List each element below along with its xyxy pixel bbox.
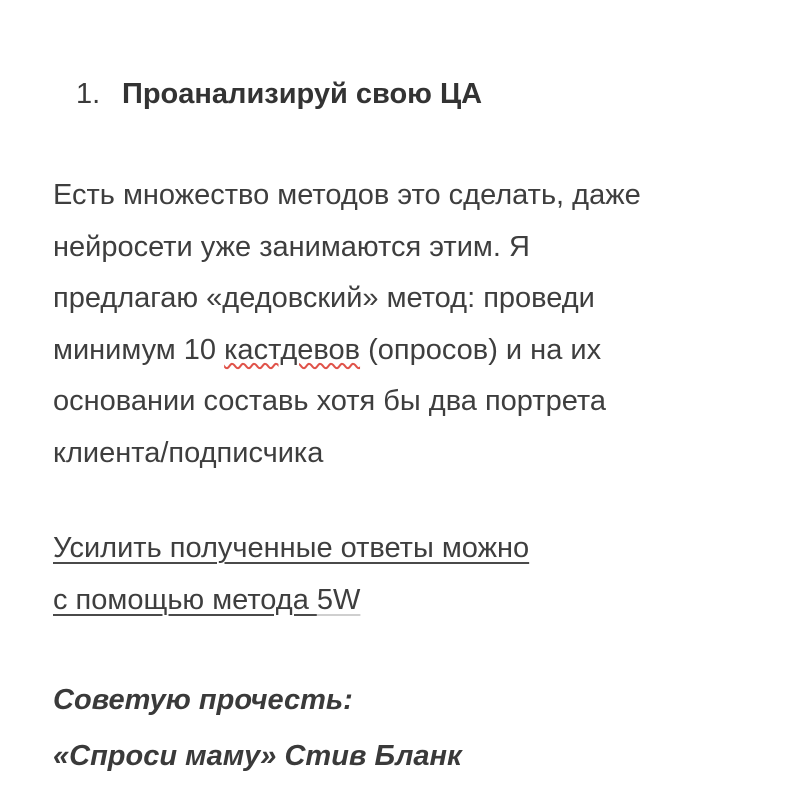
method-link-continuation[interactable]: с помощью метода [53,583,317,616]
paragraph-line-with-misspelling [53,325,773,377]
list-item-1 [76,76,482,112]
method-link[interactable]: Усилить полученные ответы можно [53,532,530,564]
list-number: 1. [76,78,101,110]
link-block [53,523,529,626]
list-title: Проанализируй свою ЦА [122,78,483,110]
paragraph-text: минимум 10 [53,333,225,366]
link-line [53,523,529,575]
misspelled-word[interactable]: кастдевов [224,333,361,366]
method-name-5w[interactable]: 5W [316,583,361,616]
paragraph-line: Есть множество методов это сделать, даже [53,179,641,211]
paragraph-line: клиента/подписчика [53,436,324,469]
recommendation-heading: Советую прочесть: [53,684,353,716]
recommended-book: «Спроси маму» Стив Бланк [53,740,462,772]
recommendation-block [53,672,462,784]
paragraph-line: основании составь хотя бы два портрета [53,385,606,417]
paragraph-line: предлагаю «дедовский» метод: проведи [53,282,595,314]
paragraph-line: нейросети уже занимаются этим. Я [53,230,530,263]
link-line [53,575,529,627]
paragraph-text: (опросов) и на их [360,333,602,366]
description-paragraph [53,170,773,479]
